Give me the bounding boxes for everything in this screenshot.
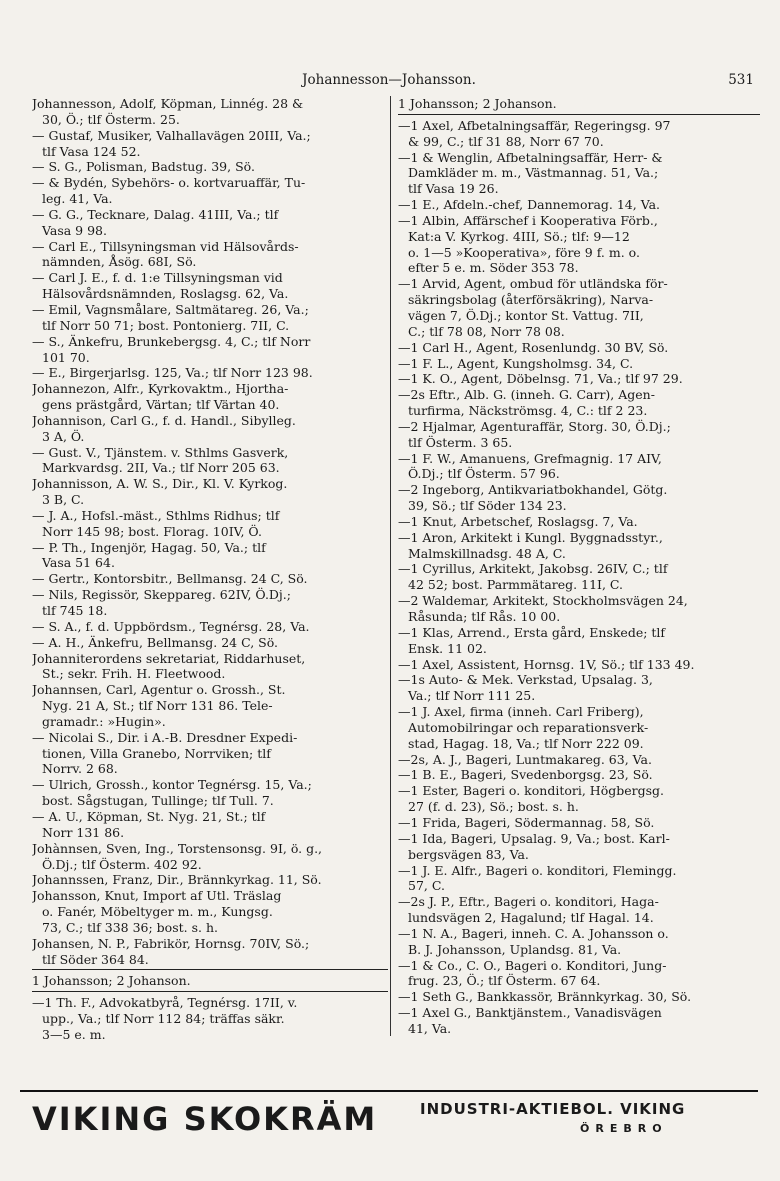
page-title: Johannesson—Johansson. [302,72,476,88]
directory-line: —2s J. P., Eftr., Bageri o. konditori, Haga- [398,894,659,910]
directory-line: — & Bydén, Sybehörs- o. kortvaruaffär, Tu- [32,175,306,191]
directory-line: leg. 41, Va. [42,191,113,207]
directory-line: 27 (f. d. 23), Sö.; bost. s. h. [408,799,579,815]
directory-line: 1 Johansson; 2 Johanson. [398,96,557,111]
directory-line: —1 Th. F., Advokatbyrå, Tegnérsg. 17II, v. [32,995,298,1011]
directory-line: — Gertr., Kontorsbitr., Bellmansg. 24 C, Sö. [32,571,308,587]
directory-line: gens prästgård, Värtan; tlf Värtan 40. [42,397,280,413]
directory-line: Damkläder m. m., Västmannag. 51, Va.; [408,165,659,181]
directory-line: stad, Hagag. 18, Va.; tlf Norr 222 09. [408,735,644,751]
directory-line: —1 Axel, Assistent, Hornsg. 1V, Sö.; tlf 133 49. [398,656,695,672]
directory-line: —1 E., Afdeln.-chef, Dannemorag. 14, Va. [398,197,661,213]
directory-line: — Carl E., Tillsyningsman vid Hälsovårds- [32,238,299,254]
directory-line: —1 Axel, Afbetalningsaffär, Regeringsg. 97 [398,117,671,133]
directory-line: —1 F. L., Agent, Kungsholmsg. 34, C. [398,355,634,371]
directory-line: C.; tlf 78 08, Norr 78 08. [408,323,565,339]
directory-line: B. J. Johansson, Uplandsg. 81, Va. [408,941,622,957]
directory-line: — G. G., Tecknare, Dalag. 41III, Va.; tlf [32,206,279,222]
directory-line: Va.; tlf Norr 111 25. [408,688,536,704]
directory-line: Hälsovårdsnämnden, Roslagsg. 62, Va. [42,286,289,302]
directory-line: 57, C. [408,878,445,894]
advertisement-banner [20,1090,758,1152]
directory-line: Markvardsg. 2II, Va.; tlf Norr 205 63. [42,460,280,476]
directory-line: —1 Albin, Affärschef i Kooperativa Förb., [398,212,658,228]
directory-line: — J. A., Hofsl.-mäst., Sthlms Ridhus; tlf [32,507,280,523]
directory-line: —1 B. E., Bageri, Svedenborgsg. 23, Sö. [398,767,653,783]
directory-line: 3 B, C. [42,492,85,508]
directory-line: Johanniterordens sekretariat, Riddarhuset, [32,650,306,666]
directory-line: Norrv. 2 68. [42,761,118,777]
column-divider [390,96,391,1036]
directory-line: —1 & Co., C. O., Bageri o. Konditori, Jung- [398,957,667,973]
directory-line: 73, C.; tlf 338 36; bost. s. h. [42,919,218,935]
directory-line: 3 A, Ö. [42,428,85,444]
directory-line: Johannison, Carl G., f. d. Handl., Sibylleg. [32,412,296,428]
section-rule [32,991,388,992]
directory-line: 101 70. [42,349,90,365]
directory-line: — Gust. V., Tjänstem. v. Sthlms Gasverk, [32,444,289,460]
directory-line: — Ulrich, Grossh., kontor Tegnérsg. 15, Va.; [32,777,312,793]
directory-line: o. Fanér, Möbeltyger m. m., Kungsg. [42,904,273,920]
directory-line: —2 Ingeborg, Antikvariatbokhandel, Götg. [398,482,668,498]
directory-line: tlf Vasa 124 52. [42,143,141,159]
directory-line: —1 Ida, Bageri, Upsalag. 9, Va.; bost. Karl- [398,830,670,846]
directory-line: Johannsen, Carl, Agentur o. Grossh., St. [32,682,286,698]
directory-line: lundsvägen 2, Hagalund; tlf Hagal. 14. [408,910,654,926]
directory-line: Ö.Dj.; tlf Österm. 57 96. [408,466,560,482]
directory-line: Johansen, N. P., Fabrikör, Hornsg. 70IV, Sö.; [32,935,310,951]
directory-line: Johannesson, Adolf, Köpman, Linnég. 28 & [32,96,304,111]
directory-line: upp., Va.; tlf Norr 112 84; träffas säkr. [42,1011,285,1027]
directory-line: tlf Vasa 19 26. [408,181,499,197]
directory-line: 1 Johansson; 2 Johanson. [32,973,191,989]
directory-line: efter 5 e. m. Söder 353 78. [408,260,579,276]
directory-line: Norr 145 98; bost. Florag. 10IV, Ö. [42,523,262,539]
directory-line: tlf 745 18. [42,603,108,618]
directory-line: — A. U., Köpman, St. Nyg. 21, St.; tlf [32,808,266,824]
directory-line: — E., Birgerjarlsg. 125, Va.; tlf Norr 123 98. [32,365,313,381]
directory-line: —1 Seth G., Bankkassör, Brännkyrkag. 30, Sö. [398,989,692,1005]
directory-line: — S. G., Polisman, Badstug. 39, Sö. [32,159,255,175]
directory-line: —1 & Wenglin, Afbetalningsaffär, Herr- & [398,149,663,165]
directory-line: vägen 7, Ö.Dj.; kontor St. Vattug. 7II, [408,307,644,323]
directory-line: —2 Hjalmar, Agenturaffär, Storg. 30, Ö.Dj.; [398,418,671,434]
directory-line: tionen, Villa Granebo, Norrviken; tlf [42,745,271,761]
section-rule [32,969,388,970]
directory-line: 30, Ö.; tlf Österm. 25. [42,111,180,127]
directory-line: Norr 131 86. [42,824,125,840]
directory-line: Johannssen, Franz, Dir., Brännkyrkag. 11, Sö. [32,872,322,888]
directory-line: —1 J. Axel, firma (inneh. Carl Friberg), [398,704,644,720]
directory-line: —1s Auto- & Mek. Verkstad, Upsalag. 3, [398,672,653,688]
page-number: 531 [728,72,754,88]
left-column [32,96,388,1043]
page-header [20,70,758,92]
directory-line: —1 Cyrillus, Arkitekt, Jakobsg. 26IV, C.; tlf [398,561,668,577]
directory-line: —1 Klas, Arrend., Ersta gård, Enskede; tlf [398,624,666,640]
directory-line: & 99, C.; tlf 31 88, Norr 67 70. [408,133,604,149]
directory-line: —1 Ester, Bageri o. konditori, Högbergsg. [398,783,664,799]
directory-line: —2s Eftr., Alb. G. (inneh. G. Carr), Agen- [398,387,655,403]
directory-line: Johannezon, Alfr., Kyrkovaktm., Hjortha- [32,381,289,397]
section-rule [398,114,760,115]
directory-line: — Carl J. E., f. d. 1:e Tillsyningsman vid [32,270,283,286]
directory-line: Johansson, Knut, Import af Utl. Träslag [32,888,282,904]
directory-line: Automobilringar och reparationsverk- [408,719,649,735]
directory-line: 3—5 e. m. [42,1026,106,1042]
directory-line: Johànnsen, Sven, Ing., Torstensonsg. 9I, ö. g., [32,840,323,856]
directory-line: —1 N. A., Bageri, inneh. C. A. Johansson o. [398,925,669,941]
directory-line: tlf Söder 364 84. [42,951,149,967]
directory-line: o. 1—5 »Kooperativa», före 9 f. m. o. [408,244,640,260]
directory-line: bergsvägen 83, Va. [408,846,529,862]
directory-line: Ö.Dj.; tlf Österm. 402 92. [42,856,202,872]
right-column [398,96,760,1037]
directory-line: Vasa 51 64. [42,555,115,571]
directory-line: Vasa 9 98. [42,222,107,238]
banner-company: INDUSTRI-AKTIEBOL. VIKING [420,1100,686,1118]
directory-line: turfirma, Näckströmsg. 4, C.: tlf 2 23. [408,403,648,419]
banner-brand: VIKING SKOKRÄM [32,1100,378,1138]
directory-line: —1 K. O., Agent, Döbelnsg. 71, Va.; tlf 97 29. [398,371,683,387]
directory-line: bost. Sågstugan, Tullinge; tlf Tull. 7. [42,793,274,809]
directory-line: tlf Österm. 3 65. [408,434,513,450]
directory-line: Kat:a V. Kyrkog. 4III, Sö.; tlf: 9—12 [408,228,630,244]
directory-line: — Nils, Regissör, Skeppareg. 62IV, Ö.Dj.; [32,587,291,603]
directory-line: —1 Axel G., Banktjänstem., Vanadisvägen [398,1005,662,1021]
directory-line: frug. 23, Ö.; tlf Österm. 67 64. [408,973,601,989]
directory-line: —1 Carl H., Agent, Rosenlundg. 30 BV, Sö. [398,339,669,355]
directory-line: gramadr.: »Hugin». [42,713,166,729]
directory-line: — S. A., f. d. Uppbördsm., Tegnérsg. 28, Va. [32,618,310,634]
directory-line: — Gustaf, Musiker, Valhallavägen 20III, Va.; [32,127,311,143]
directory-line: St.; sekr. Frih. H. Fleetwood. [42,666,226,682]
directory-line: — S., Änkefru, Brunkebergsg. 4, C.; tlf Norr [32,333,311,349]
directory-line: — Nicolai S., Dir. i A.-B. Dresdner Expedi- [32,729,298,745]
directory-line: Johannisson, A. W. S., Dir., Kl. V. Kyrkog. [32,476,288,492]
banner-city: ÖREBRO [580,1122,668,1135]
directory-line: —1 Knut, Arbetschef, Roslagsg. 7, Va. [398,513,638,529]
directory-line: —2 Waldemar, Arkitekt, Stockholmsvägen 24, [398,593,688,609]
directory-line: säkringsbolag (återförsäkring), Narva- [408,292,654,308]
directory-line: Råsunda; tlf Rås. 10 00. [408,609,561,624]
directory-line: tlf Norr 50 71; bost. Pontonierg. 7II, C. [42,317,290,333]
directory-line: —1 F. W., Amanuens, Grefmagnig. 17 AIV, [398,450,662,466]
directory-line: —1 Arvid, Agent, ombud för utländska för- [398,276,668,292]
directory-line: — P. Th., Ingenjör, Hagag. 50, Va.; tlf [32,539,266,555]
directory-line: —2s, A. J., Bageri, Luntmakareg. 63, Va. [398,751,652,767]
directory-line: —1 Frida, Bageri, Södermannag. 58, Sö. [398,814,655,830]
directory-line: — Emil, Vagnsmålare, Saltmätareg. 26, Va.; [32,301,309,317]
directory-line: Malmskillnadsg. 48 A, C. [408,545,566,561]
directory-line: 42 52; bost. Parmmätareg. 11I, C. [408,577,623,593]
directory-line: 39, Sö.; tlf Söder 134 23. [408,498,567,514]
directory-line: nämnden, Åsög. 68I, Sö. [42,254,197,270]
directory-line: —1 Aron, Arkitekt i Kungl. Byggnadsstyr., [398,529,663,545]
directory-line: Nyg. 21 A, St.; tlf Norr 131 86. Tele- [42,698,273,714]
directory-line: —1 J. E. Alfr., Bageri o. konditori, Flemingg. [398,862,677,878]
directory-line: 41, Va. [408,1020,452,1036]
directory-line: — A. H., Änkefru, Bellmansg. 24 C, Sö. [32,634,279,650]
directory-line: Ensk. 11 02. [408,640,487,656]
